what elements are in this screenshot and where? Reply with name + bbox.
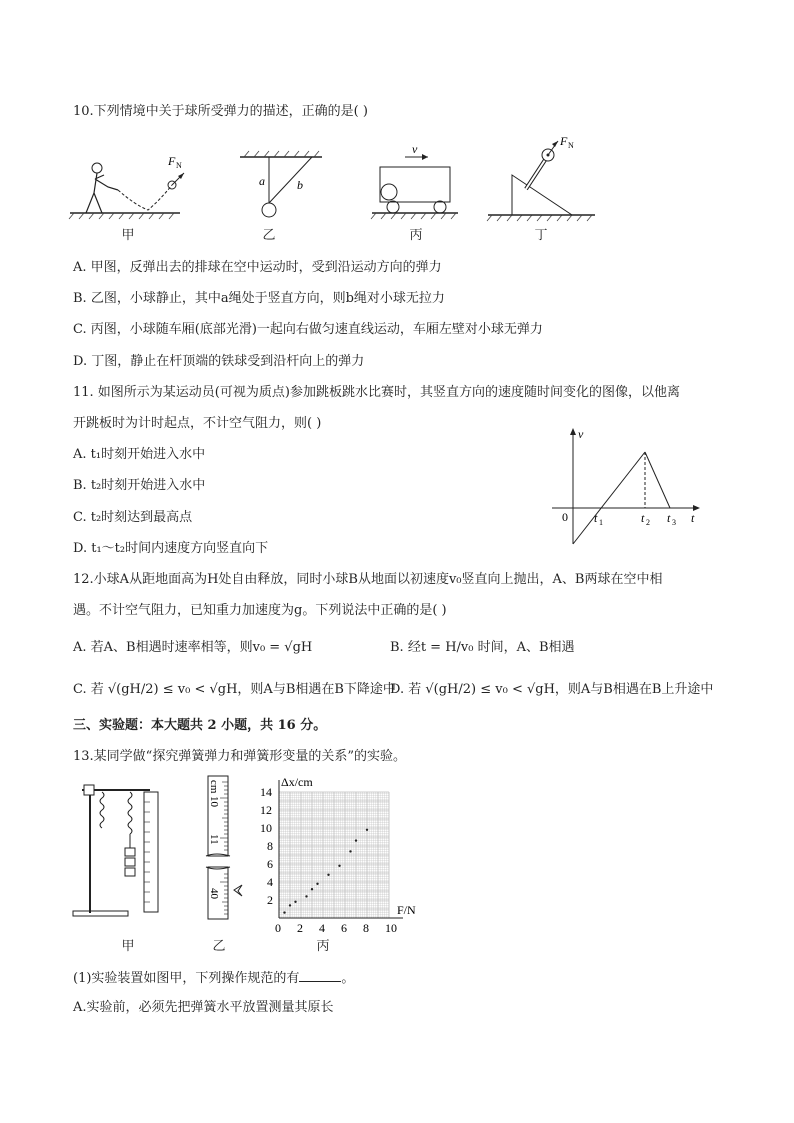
q13-scatter-graph <box>255 772 425 934</box>
x-tick-label: 0 <box>275 921 281 934</box>
q13-figure-jia-apparatus <box>70 778 170 920</box>
x-tick-label: 10 <box>385 921 397 934</box>
svg-text:t: t <box>594 511 598 525</box>
svg-text:t: t <box>691 511 695 525</box>
q13-stem: 13.某同学做“探究弹簧弹力和弹簧形变量的关系”的实验。 <box>73 749 406 764</box>
figure-bing-cart <box>371 142 458 219</box>
data-point <box>349 850 351 852</box>
y-tick-label: 6 <box>267 857 273 871</box>
svg-text:N: N <box>568 141 574 150</box>
data-point <box>366 829 368 831</box>
fig-label-yi: 乙 <box>262 228 276 243</box>
q11-vt-graph <box>548 424 708 548</box>
q13-option-a: A.实验前，必须先把弹簧水平放置测量其原长 <box>73 1000 334 1015</box>
q13-fig-label-jia: 甲 <box>121 939 135 954</box>
q11-stem-1: 11. 如图所示为某运动员(可视为质点)参加跳板跳水比赛时，其竖直方向的速度随时间变化的图像，以他离 <box>73 385 680 400</box>
q11-option-b: B. t₂时刻开始进入水中 <box>73 478 206 493</box>
q11-stem-2: 开跳板时为计时起点，不计空气阻力，则( ) <box>73 416 322 431</box>
q12-option-c: C. 若 √(gH/2) ≤ v₀ < √gH，则A与B相遇在B下降途中 <box>73 682 396 697</box>
y-tick-label: 4 <box>267 875 273 889</box>
section-3-heading: 三、实验题：本大题共 2 小题，共 16 分。 <box>73 718 327 733</box>
data-point <box>305 895 307 897</box>
q12-option-d: D. 若 √(gH/2) ≤ v₀ < √gH，则A与B相遇在B上升途中 <box>390 682 714 697</box>
x-axis-label: F/N <box>397 903 416 917</box>
fig-label-ding: 丁 <box>534 228 548 243</box>
svg-text:a: a <box>259 174 265 188</box>
data-point <box>316 883 318 885</box>
svg-text:11: 11 <box>208 834 220 845</box>
figure-yi-hanging-ball <box>240 151 322 217</box>
svg-text:0: 0 <box>562 510 568 524</box>
q12-stem-1: 12.小球A从距地面高为H处自由释放，同时小球B从地面以初速度v₀竖直向上抛出，A、B两球在空中相 <box>73 572 663 587</box>
data-point <box>338 865 340 867</box>
q10-option-b: B. 乙图，小球静止，其中a绳处于竖直方向，则b绳对小球无拉力 <box>73 291 445 306</box>
y-tick-label: 12 <box>260 803 272 817</box>
q10-option-a: A. 甲图，反弹出去的排球在空中运动时，受到沿运动方向的弹力 <box>73 260 442 275</box>
data-point <box>327 874 329 876</box>
svg-text:3: 3 <box>672 518 676 527</box>
y-tick-label: 10 <box>260 821 272 835</box>
x-tick-label: 4 <box>319 921 325 934</box>
y-tick-label: 2 <box>267 893 273 907</box>
svg-text:t: t <box>667 511 671 525</box>
q10-stem: 10.下列情境中关于球所受弹力的描述，正确的是( ) <box>73 104 368 119</box>
data-point <box>311 888 313 890</box>
svg-text:1: 1 <box>599 518 603 527</box>
x-tick-label: 6 <box>341 921 347 934</box>
svg-text:F: F <box>560 135 568 148</box>
q12-stem-2: 遇。不计空气阻力，已知重力加速度为g。下列说法中正确的是( ) <box>73 603 447 618</box>
svg-text:10: 10 <box>208 796 220 807</box>
q12-option-b: B. 经t = H/v₀ 时间，A、B相遇 <box>390 640 575 655</box>
q11-option-a: A. t₁时刻开始进入水中 <box>73 447 206 462</box>
q13-fig-label-bing: 丙 <box>316 939 330 954</box>
q13-figure-yi-ruler <box>200 772 250 924</box>
q12-option-a: A. 若A、B相遇时速率相等，则v₀ = √gH <box>73 640 313 655</box>
answer-blank[interactable] <box>299 967 341 982</box>
y-axis-label: Δx/cm <box>281 775 313 789</box>
svg-text:2: 2 <box>646 518 650 527</box>
figure-jia-volleyball <box>69 154 184 219</box>
x-tick-label: 8 <box>363 921 369 934</box>
figure-ding-rod-ball <box>487 135 595 221</box>
svg-text:v: v <box>578 427 584 441</box>
svg-text:cm: cm <box>208 780 220 794</box>
fn-label: F <box>168 154 176 168</box>
q13-fig-label-yi: 乙 <box>212 939 226 954</box>
svg-text:40: 40 <box>208 888 220 899</box>
y-tick-label: 14 <box>260 785 272 799</box>
data-point <box>289 904 291 906</box>
q10-option-c: C. 丙图，小球随车厢(底部光滑)一起向右做匀速直线运动，车厢左壁对小球无弹力 <box>73 322 543 337</box>
svg-text:N: N <box>176 161 182 170</box>
q11-option-c: C. t₂时刻达到最高点 <box>73 510 193 525</box>
data-point <box>294 901 296 903</box>
svg-text:v: v <box>412 142 418 156</box>
q10-option-d: D. 丁图，静止在杆顶端的铁球受到沿杆向上的弹力 <box>73 354 365 369</box>
q13-part-1: (1)实验装置如图甲，下列操作规范的有 。 <box>73 967 354 989</box>
data-point <box>283 911 285 913</box>
y-tick-label: 8 <box>267 839 273 853</box>
fig-label-bing: 丙 <box>409 228 423 243</box>
svg-text:t: t <box>641 511 645 525</box>
q11-option-d: D. t₁～t₂时间内速度方向竖直向下 <box>73 541 269 556</box>
x-tick-label: 2 <box>297 921 303 934</box>
svg-text:b: b <box>297 178 303 192</box>
fig-label-jia: 甲 <box>121 228 135 243</box>
data-point <box>355 839 357 841</box>
